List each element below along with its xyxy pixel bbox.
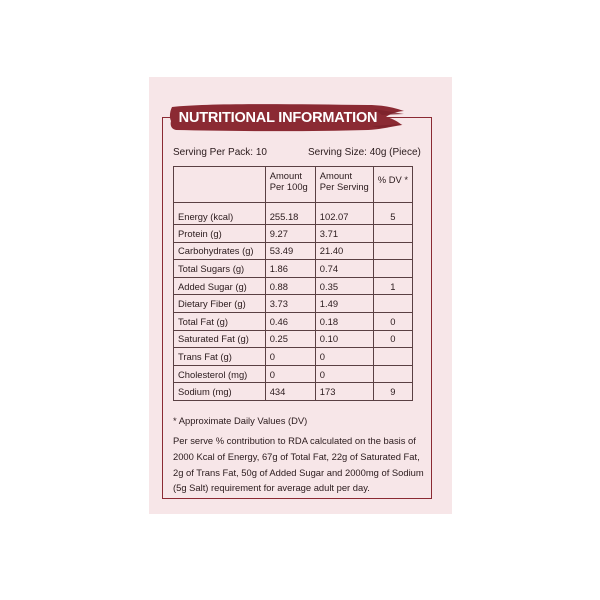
value-dv bbox=[373, 242, 412, 260]
value-dv: 0 bbox=[373, 312, 412, 330]
table-header-row bbox=[174, 167, 413, 203]
dv-note: * Approximate Daily Values (DV) bbox=[173, 415, 308, 426]
value-per-100g: 0.46 bbox=[265, 312, 315, 330]
nutrient-name: Carbohydrates (g) bbox=[174, 242, 266, 260]
value-per-serving: 173 bbox=[315, 383, 373, 401]
rda-footnote bbox=[173, 433, 435, 496]
value-per-serving: 0 bbox=[315, 348, 373, 366]
nutrient-name: Cholesterol (mg) bbox=[174, 365, 266, 383]
table-row bbox=[174, 312, 413, 330]
value-per-100g: 434 bbox=[265, 383, 315, 401]
value-per-serving: 0.10 bbox=[315, 330, 373, 348]
nutrition-table bbox=[173, 166, 413, 401]
serving-size: Serving Size: 40g (Piece) bbox=[308, 147, 421, 158]
nutrient-name: Trans Fat (g) bbox=[174, 348, 266, 366]
value-per-100g: 0.88 bbox=[265, 277, 315, 295]
value-per-serving: 3.71 bbox=[315, 225, 373, 243]
value-dv bbox=[373, 225, 412, 243]
value-per-serving: 21.40 bbox=[315, 242, 373, 260]
nutrient-name: Dietary Fiber (g) bbox=[174, 295, 266, 313]
value-per-100g: 53.49 bbox=[265, 242, 315, 260]
nutrition-card bbox=[149, 77, 452, 514]
table-row bbox=[174, 348, 413, 366]
value-dv: 5 bbox=[373, 203, 412, 225]
value-per-serving: 0 bbox=[315, 365, 373, 383]
table-row bbox=[174, 365, 413, 383]
header-nutrient bbox=[174, 167, 266, 203]
table-row bbox=[174, 295, 413, 313]
value-per-100g: 0 bbox=[265, 348, 315, 366]
table-row bbox=[174, 260, 413, 278]
value-dv bbox=[373, 365, 412, 383]
footnote-line: Per serve % contribution to RDA calculated on the basis of bbox=[173, 435, 416, 446]
nutrient-name: Total Sugars (g) bbox=[174, 260, 266, 278]
value-per-serving: 102.07 bbox=[315, 203, 373, 225]
value-per-100g: 1.86 bbox=[265, 260, 315, 278]
table-row bbox=[174, 242, 413, 260]
table-row bbox=[174, 383, 413, 401]
footnote-line: 2000 Kcal of Energy, 67g of Total Fat, 22g of Saturated Fat, bbox=[173, 450, 420, 462]
value-per-serving: 0.18 bbox=[315, 312, 373, 330]
value-dv: 0 bbox=[373, 330, 412, 348]
footnote-line: 2g of Trans Fat, 50g of Added Sugar and 2000mg of Sodium bbox=[173, 466, 424, 478]
value-per-100g: 9.27 bbox=[265, 225, 315, 243]
value-dv: 9 bbox=[373, 383, 412, 401]
header-per-100g-line2: Per 100g bbox=[269, 181, 308, 192]
panel-title: NUTRITIONAL INFORMATION bbox=[178, 109, 378, 126]
value-dv bbox=[373, 348, 412, 366]
table-row bbox=[174, 225, 413, 243]
header-per-100g-line1: Amount bbox=[269, 170, 303, 181]
nutrient-name: Protein (g) bbox=[174, 225, 266, 243]
value-per-serving: 0.74 bbox=[315, 260, 373, 278]
value-per-100g: 0 bbox=[265, 365, 315, 383]
table-row bbox=[174, 330, 413, 348]
nutrient-name: Total Fat (g) bbox=[174, 312, 266, 330]
nutrient-name: Added Sugar (g) bbox=[174, 277, 266, 295]
nutrient-name: Sodium (mg) bbox=[174, 383, 266, 401]
nutrition-table-body bbox=[174, 203, 413, 401]
value-per-100g: 3.73 bbox=[265, 295, 315, 313]
serving-info bbox=[173, 147, 433, 161]
nutrient-name: Saturated Fat (g) bbox=[174, 330, 266, 348]
value-per-serving: 0.35 bbox=[315, 277, 373, 295]
table-row bbox=[174, 203, 413, 225]
nutrient-name: Energy (kcal) bbox=[174, 203, 266, 225]
value-per-100g: 255.18 bbox=[265, 203, 315, 225]
serving-per-pack: Serving Per Pack: 10 bbox=[173, 147, 267, 158]
footnote-line: (5g Salt) requirement for average adult per day. bbox=[173, 482, 370, 494]
header-per-serving bbox=[315, 167, 373, 203]
header-dv: % DV * bbox=[373, 167, 412, 203]
value-per-serving: 1.49 bbox=[315, 295, 373, 313]
title-banner bbox=[168, 101, 405, 134]
value-per-100g: 0.25 bbox=[265, 330, 315, 348]
value-dv bbox=[373, 260, 412, 278]
table-row bbox=[174, 277, 413, 295]
header-per-serving-line2: Per Serving bbox=[319, 181, 369, 192]
value-dv: 1 bbox=[373, 277, 412, 295]
value-dv bbox=[373, 295, 412, 313]
header-per-100g bbox=[265, 167, 315, 203]
header-per-serving-line1: Amount bbox=[319, 170, 353, 181]
